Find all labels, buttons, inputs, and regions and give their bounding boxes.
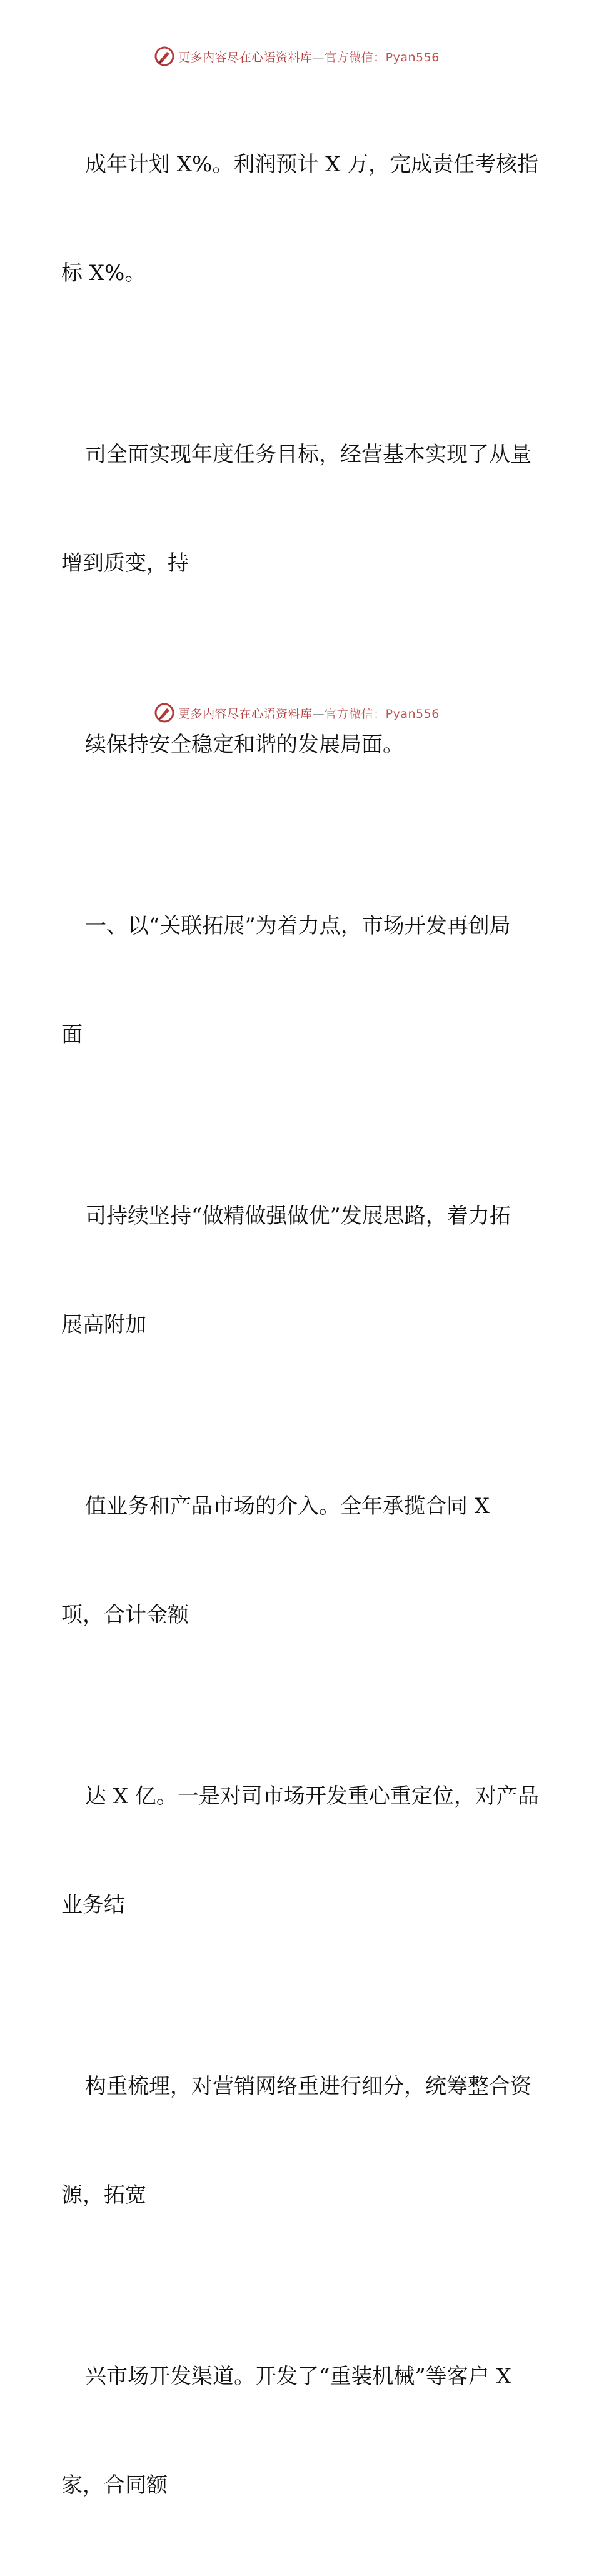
- paragraph-8: [61, 1996, 536, 2286]
- paragraph-5: [61, 1125, 536, 1416]
- paragraph-line: 家，合同额: [61, 2473, 168, 2498]
- paragraph-line: 达 X 亿。一是对司市场开发重心重定位，对产品: [85, 1784, 539, 1809]
- banner-separator: —: [312, 707, 325, 721]
- paragraph-7: [61, 1706, 539, 1996]
- paragraph-line: 司全面实现年度任务目标，经营基本实现了从量: [85, 442, 531, 467]
- banner-wechat-text: 官方微信：Pyan556: [325, 50, 440, 64]
- paragraph-6: [61, 1416, 536, 1706]
- paragraph-line: 业务结: [61, 1893, 125, 1918]
- paragraph-line: 成年计划 X%。利润预计 X 万，完成责任考核指: [85, 152, 539, 177]
- banner-text: [178, 705, 440, 722]
- paragraph-2: [61, 364, 536, 654]
- document-body: [61, 74, 539, 2576]
- paragraph-1: [61, 74, 539, 364]
- banner-wechat-text: 官方微信：Pyan556: [325, 707, 440, 721]
- paragraph-line: 增到质变，持: [61, 551, 189, 576]
- paragraph-line: 司持续坚持“做精做强做优”发展思路，着力拓: [85, 1204, 511, 1229]
- paragraph-line: 源，拓宽: [61, 2183, 146, 2208]
- paragraph-line: 值业务和产品市场的介入。全年承揽合同 X: [85, 1494, 490, 1519]
- pen-logo-icon: [154, 46, 174, 66]
- banner-main-text: 更多内容尽在心语资料库: [178, 50, 313, 64]
- paragraph-line: 展高附加: [61, 1312, 146, 1337]
- banner-separator: —: [312, 50, 325, 64]
- banner-main-text: 更多内容尽在心语资料库: [178, 707, 313, 721]
- header-banner: [0, 44, 594, 69]
- paragraph-3: [61, 654, 536, 835]
- paragraph-line: 标 X%。: [61, 261, 146, 286]
- paragraph-line: 构重梳理，对营销网络重进行细分，统筹整合资: [85, 2074, 531, 2099]
- paragraph-9: [61, 2286, 536, 2576]
- section-heading-1: [61, 835, 536, 1125]
- banner-text: [178, 48, 440, 65]
- heading-line: 一、以“关联拓展”为着力点，市场开发再创局: [85, 913, 511, 938]
- footer-banner: [0, 700, 594, 725]
- paragraph-line: 项，合计金额: [61, 1602, 189, 1628]
- paragraph-line: 续保持安全稳定和谐的发展局面。: [85, 732, 404, 757]
- pen-logo-icon: [154, 703, 174, 723]
- paragraph-line: 兴市场开发渠道。开发了“重装机械”等客户 X: [85, 2364, 511, 2389]
- heading-line: 面: [61, 1022, 83, 1047]
